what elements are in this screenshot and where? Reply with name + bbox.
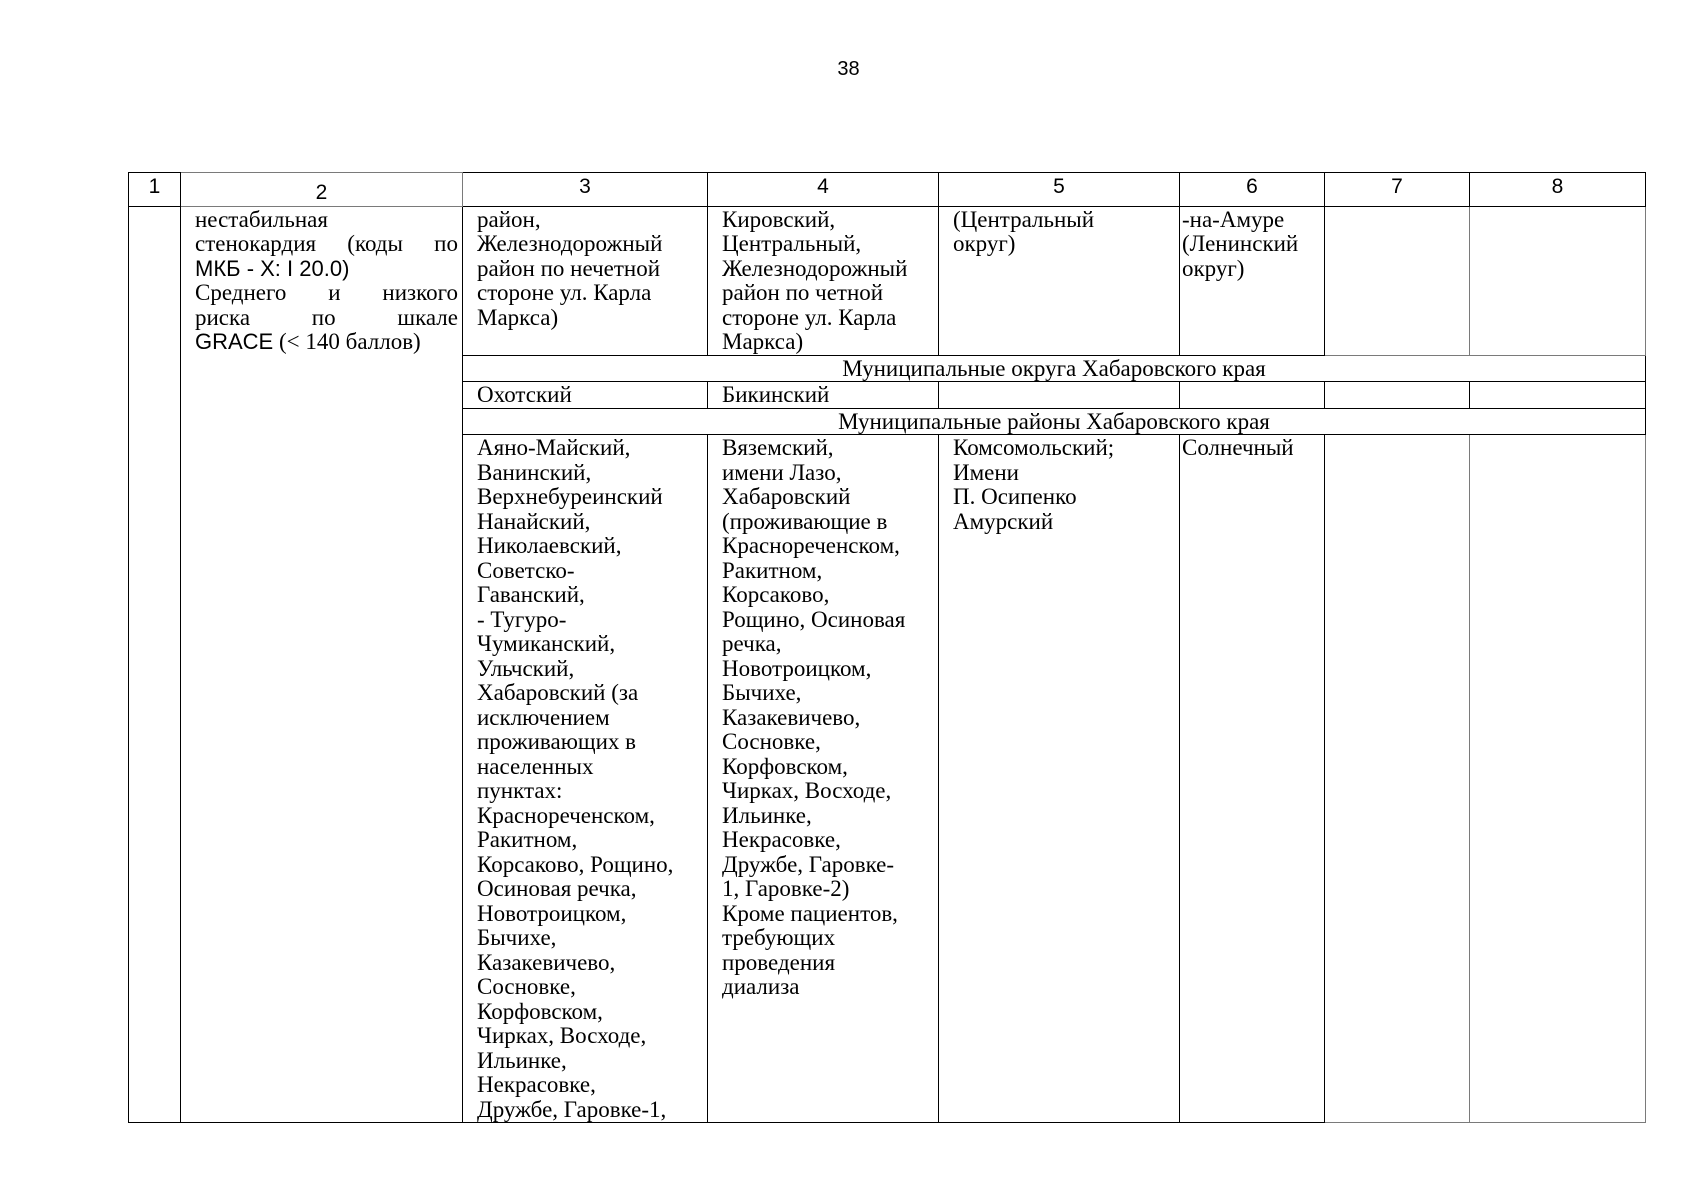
diagnosis-line: Среднего и низкого [195, 280, 458, 305]
table-cell: Кировский, Центральный, Железнодорожный район по четной стороне ул. Карла Маркса) [708, 206, 939, 355]
table-cell: -на-Амуре (Ленинский округ) [1180, 206, 1325, 355]
grace-score: (< 140 баллов) [273, 329, 421, 354]
table-row [129, 206, 1646, 355]
section-header-raiony: Муниципальные районы Хабаровского края [463, 408, 1646, 435]
table-cell [1470, 382, 1646, 409]
table-cell: Комсомольский; Имени П. Осипенко Амурский [939, 435, 1180, 1123]
header-cell-3: 3 [463, 173, 708, 207]
table-cell: район, Железнодорожный район по нечетной стороне ул. Карла Маркса) [463, 206, 708, 355]
diagnosis-line: нестабильная [195, 206, 328, 232]
section-header-okruga: Муниципальные округа Хабаровского края [463, 355, 1646, 382]
table-cell [1325, 435, 1470, 1123]
table-cell: Бикинский [708, 382, 939, 409]
grace-label: GRACE [195, 329, 274, 354]
row-number-cell [129, 206, 181, 1123]
table-cell: Аяно-Майский, Ванинский, Верхнебуреинский Нанайский, Николаевский, Советско- Гаванский, - Тугуро- Чумиканский, Ульчский, Хабаровский (за исключением проживающих в населенных пунктах: Краснореченском, Ракитном, Корсаково, Рощино, Осиновая речка, Новотроицком, Бычихе, Казакевичево, Сосновке, Корфовском, Чирках, Восходе, Ильинке, Некрасовке, Дружбе, Гаровке-1, [463, 435, 708, 1123]
header-cell-2: 2 [181, 173, 463, 207]
table-cell [1180, 382, 1325, 409]
page-number: 38 [837, 58, 860, 80]
header-cell-7: 7 [1325, 173, 1470, 207]
table-cell: Солнечный [1180, 435, 1325, 1123]
table-cell [1325, 382, 1470, 409]
header-cell-5: 5 [939, 173, 1180, 207]
table-cell: Вяземский, имени Лазо, Хабаровский (проживающие в Краснореченском, Ракитном, Корсаково, Рощино, Осиновая речка, Новотроицком, Бычихе, Казакевичево, Сосновке, Корфовском, Чирках, Восходе, Ильинке, Некрасовке, Дружбе, Гаровке- 1, Гаровке-2) Кроме пациентов, требующих проведения диализа [708, 435, 939, 1123]
table-cell [1470, 206, 1646, 355]
mkb-code: МКБ - X: I 20.0) [195, 255, 350, 281]
table-cell [939, 382, 1180, 409]
table-cell [1325, 206, 1470, 355]
referral-table [128, 172, 1646, 1123]
header-cell-1: 1 [129, 173, 181, 207]
diagnosis-cell [181, 206, 463, 1123]
diagnosis-line: стенокардия (коды по [195, 231, 458, 256]
header-cell-6: 6 [1180, 173, 1325, 207]
diagnosis-line: риска по шкале [195, 304, 458, 330]
table-cell [1470, 435, 1646, 1123]
header-row [129, 173, 1646, 207]
table-cell: Охотский [463, 382, 708, 409]
header-cell-8: 8 [1470, 173, 1646, 207]
header-cell-4: 4 [708, 173, 939, 207]
table-cell: (Центральный округ) [939, 206, 1180, 355]
